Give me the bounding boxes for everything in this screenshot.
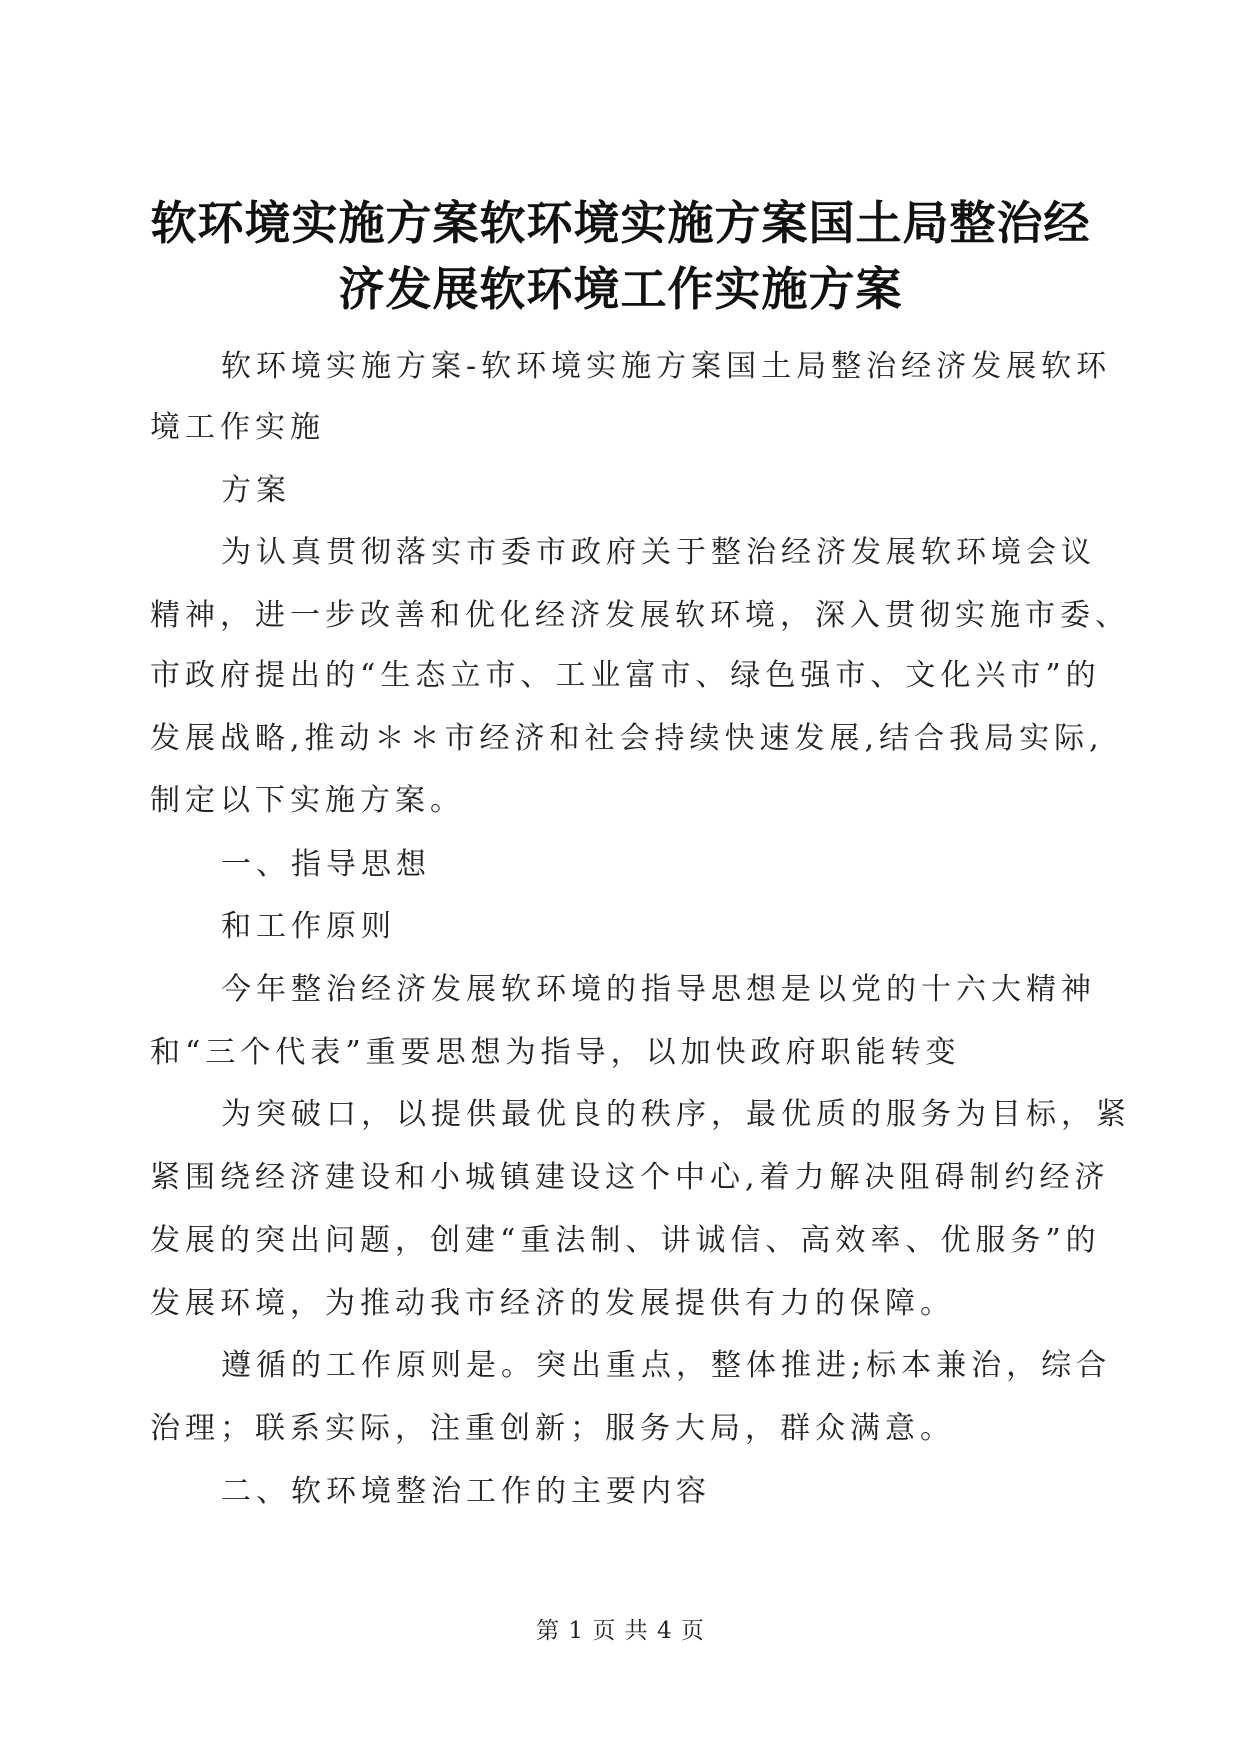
body-text-line: 方案	[221, 472, 291, 508]
body-text-line: 二、软环境整治工作的主要内容	[221, 1473, 711, 1509]
body-text-line: 发展的突出问题，创建“重法制、讲诚信、高效率、优服务”的	[150, 1222, 1101, 1258]
body-text-line: 市政府提出的“生态立市、工业富市、绿色强市、文化兴市”的	[150, 658, 1101, 694]
body-text-line: 治理；联系实际，注重创新；服务大局，群众满意。	[150, 1411, 955, 1447]
body-text-line: 制定以下实施方案。	[150, 782, 465, 818]
page-footer: 第 1 页 共 4 页	[536, 1618, 705, 1644]
body-text-line: 软环境实施方案-软环境实施方案国土局整治经济发展软环	[221, 349, 1112, 385]
body-text-line: 今年整治经济发展软环境的指导思想是以党的十六大精神	[221, 972, 1096, 1008]
body-text-line: 遵循的工作原则是。突出重点，整体推进;标本兼治，综合	[221, 1348, 1112, 1384]
body-text-line: 和工作原则	[221, 909, 396, 945]
body-text-line: 为突破口，以提供最优良的秩序，最优质的服务为目标，紧	[221, 1097, 1131, 1133]
body-text-line: 发展战略,推动＊＊市经济和社会持续快速发展,结合我局实际,	[150, 721, 1104, 757]
document-title	[150, 190, 1091, 322]
title-line-1: 软环境实施方案软环境实施方案国土局整治经	[150, 196, 1091, 250]
title-line-2: 济发展软环境工作实施方案	[338, 262, 903, 316]
body-text-line: 发展环境，为推动我市经济的发展提供有力的保障。	[150, 1285, 955, 1321]
body-text-line: 境工作实施	[150, 409, 325, 445]
body-text-line: 紧围绕经济建设和小城镇建设这个中心,着力解决阻碍制约经济	[150, 1160, 1110, 1196]
body-text-line: 一、指导思想	[221, 846, 431, 882]
body-text-line: 为认真贯彻落实市委市政府关于整治经济发展软环境会议	[221, 535, 1096, 571]
body-text-line: 精神，进一步改善和优化经济发展软环境，深入贯彻实施市委、	[150, 597, 1130, 633]
body-text-line: 和“三个代表”重要思想为指导，以加快政府职能转变	[150, 1034, 961, 1070]
